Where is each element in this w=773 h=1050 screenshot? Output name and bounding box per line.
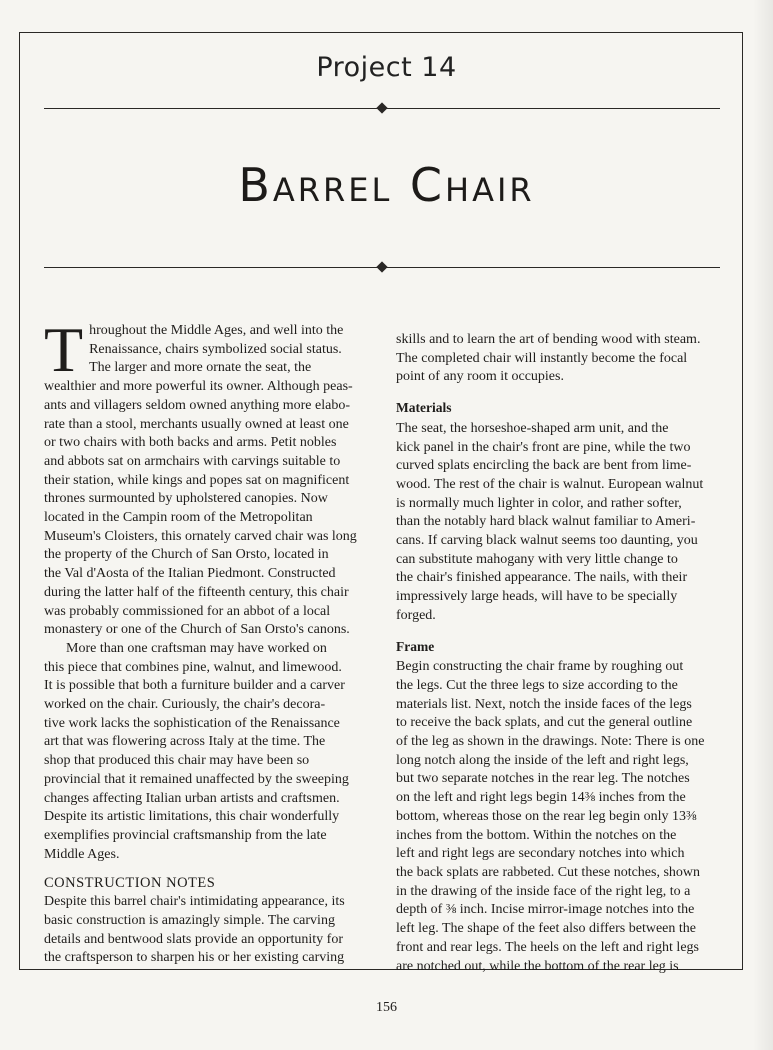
text-line: the Val d'Aosta of the Italian Piedmont. Constructed [44, 566, 336, 582]
materials-heading: Materials [396, 400, 452, 416]
text-line: wealthier and more powerful its owner. Although peas- [44, 379, 353, 395]
text-line: tive work lacks the sophistication of the Renaissance [44, 715, 340, 731]
text-line: More than one craftsman may have worked on [66, 640, 327, 656]
materials-paragraph [396, 420, 720, 626]
text-line: in the drawing of the inside face of the right leg, to a [396, 883, 691, 899]
text-line: during the latter half of the fifteenth century, this chair [44, 584, 349, 600]
text-line: the craftsperson to sharpen his or her existing carving [44, 950, 345, 966]
text-line: on the left and right legs begin 14⅜ inches from the [396, 790, 686, 806]
page-title: Barrel Chair [238, 158, 535, 212]
text-line: are notched out, while the bottom of the rear leg is [396, 958, 679, 974]
text-line: hroughout the Middle Ages, and well into the [89, 323, 344, 338]
text-line: It is possible that both a furniture builder and a carver [44, 678, 345, 694]
text-line: the property of the Church of San Orsto, located in [44, 547, 329, 563]
text-line: impressively large heads, will have to be specially [396, 589, 678, 605]
text-line: or two chairs with both backs and arms. Petit nobles [44, 435, 337, 451]
text-line: point of any room it occupies. [396, 369, 564, 385]
text-line: left and right legs are secondary notches into which [396, 846, 685, 862]
text-line: exemplifies provincial craftsmanship from the late [44, 827, 327, 843]
text-line: rate than a stool, merchants usually owned at least one [44, 416, 349, 432]
construction-paragraph [44, 893, 367, 968]
text-line: curved splats encircling the back are bent from lime- [396, 458, 692, 474]
text-line: can substitute mahogany with very little change to [396, 551, 678, 567]
text-line: thrones surmounted by upholstered canopies. Now [44, 491, 328, 507]
text-line: the legs. Cut the three legs to size according to the [396, 677, 678, 693]
text-line: details and bentwood slats provide an opportunity for [44, 931, 343, 947]
text-line: to receive the back splats, and cut the general outline [396, 715, 693, 731]
text-line: The seat, the horseshoe-shaped arm unit, and the [396, 420, 669, 436]
continued-paragraph [396, 331, 720, 387]
text-line: forged. [396, 607, 436, 623]
text-line: bottom, whereas those on the rear leg begin only 13⅜ [396, 808, 697, 824]
text-line: kick panel in the chair's front are pine, while the two [396, 439, 691, 455]
right-column [396, 331, 720, 976]
text-line: worked on the chair. Curiously, the chair's decora- [44, 697, 326, 713]
text-line: shop that produced this chair may have been so [44, 753, 310, 769]
text-line: this piece that combines pine, walnut, and limewood. [44, 659, 342, 675]
text-line: located in the Campin room of the Metropolitan [44, 510, 313, 526]
text-line: The larger and more ornate the seat, the [89, 360, 312, 376]
text-line: The completed chair will instantly become the focal [396, 350, 688, 366]
text-line: ants and villagers seldom owned anything more elabo- [44, 397, 350, 413]
text-line: front and rear legs. The heels on the left and right legs [396, 939, 699, 955]
text-line: but two separate notches in the rear leg. The notches [396, 771, 690, 787]
construction-notes-heading: CONSTRUCTION NOTES [44, 875, 216, 892]
text-line: was probably commissioned for an abbot of a local [44, 603, 331, 619]
text-line: materials list. Next, notch the inside faces of the legs [396, 696, 692, 712]
text-line: long notch along the inside of the left and right legs, [396, 752, 689, 768]
drop-cap: T [44, 314, 84, 385]
text-line: Middle Ages. [44, 846, 120, 862]
text-line: basic construction is amazingly simple. The carving [44, 912, 335, 928]
text-line: provincial that it remained unaffected by the sweeping [44, 771, 349, 787]
text-line: of the leg as shown in the drawings. Note: There is one [396, 734, 705, 750]
text-line: monastery or one of the Church of San Orsto's canons. [44, 622, 350, 638]
text-line: their station, while kings and popes sat on magnificent [44, 472, 350, 488]
left-column [44, 314, 367, 968]
intro-paragraph [44, 314, 367, 640]
text-line: changes affecting Italian urban artists and craftsmen. [44, 790, 340, 806]
text-line: the chair's finished appearance. The nails, with their [396, 570, 688, 586]
text-line: and abbots sat on armchairs with carvings suitable to [44, 453, 341, 469]
frame-paragraph [396, 658, 720, 976]
text-line: art that was flowering across Italy at the time. The [44, 734, 326, 750]
text-line: is normally much lighter in color, and rather softer, [396, 495, 682, 511]
history-paragraph [44, 640, 367, 864]
text-line: than the notably hard black walnut familiar to Ameri- [396, 514, 696, 530]
text-line: Despite this barrel chair's intimidating appearance, its [44, 894, 345, 910]
project-label: Project 14 [316, 52, 457, 83]
text-line: Despite its artistic limitations, this chair wonderfully [44, 809, 340, 825]
text-line: Renaissance, chairs symbolized social status. [89, 341, 342, 357]
text-line: left leg. The shape of the feet also differs between the [396, 921, 696, 937]
text-line: the back splats are rabbeted. Cut these notches, shown [396, 864, 701, 880]
text-line: Begin constructing the chair frame by roughing out [396, 659, 684, 675]
text-line: wood. The rest of the chair is walnut. European walnut [396, 476, 704, 492]
text-line: depth of ⅜ inch. Incise mirror-image notches into the [396, 902, 695, 918]
text-line: skills and to learn the art of bending wood with steam. [396, 332, 701, 347]
text-line: inches from the bottom. Within the notches on the [396, 827, 677, 843]
text-line: cans. If carving black walnut seems too daunting, you [396, 533, 698, 549]
text-line: Museum's Cloisters, this ornately carved chair was long [44, 528, 357, 544]
page-number: 156 [376, 1000, 397, 1015]
frame-heading: Frame [396, 638, 435, 654]
